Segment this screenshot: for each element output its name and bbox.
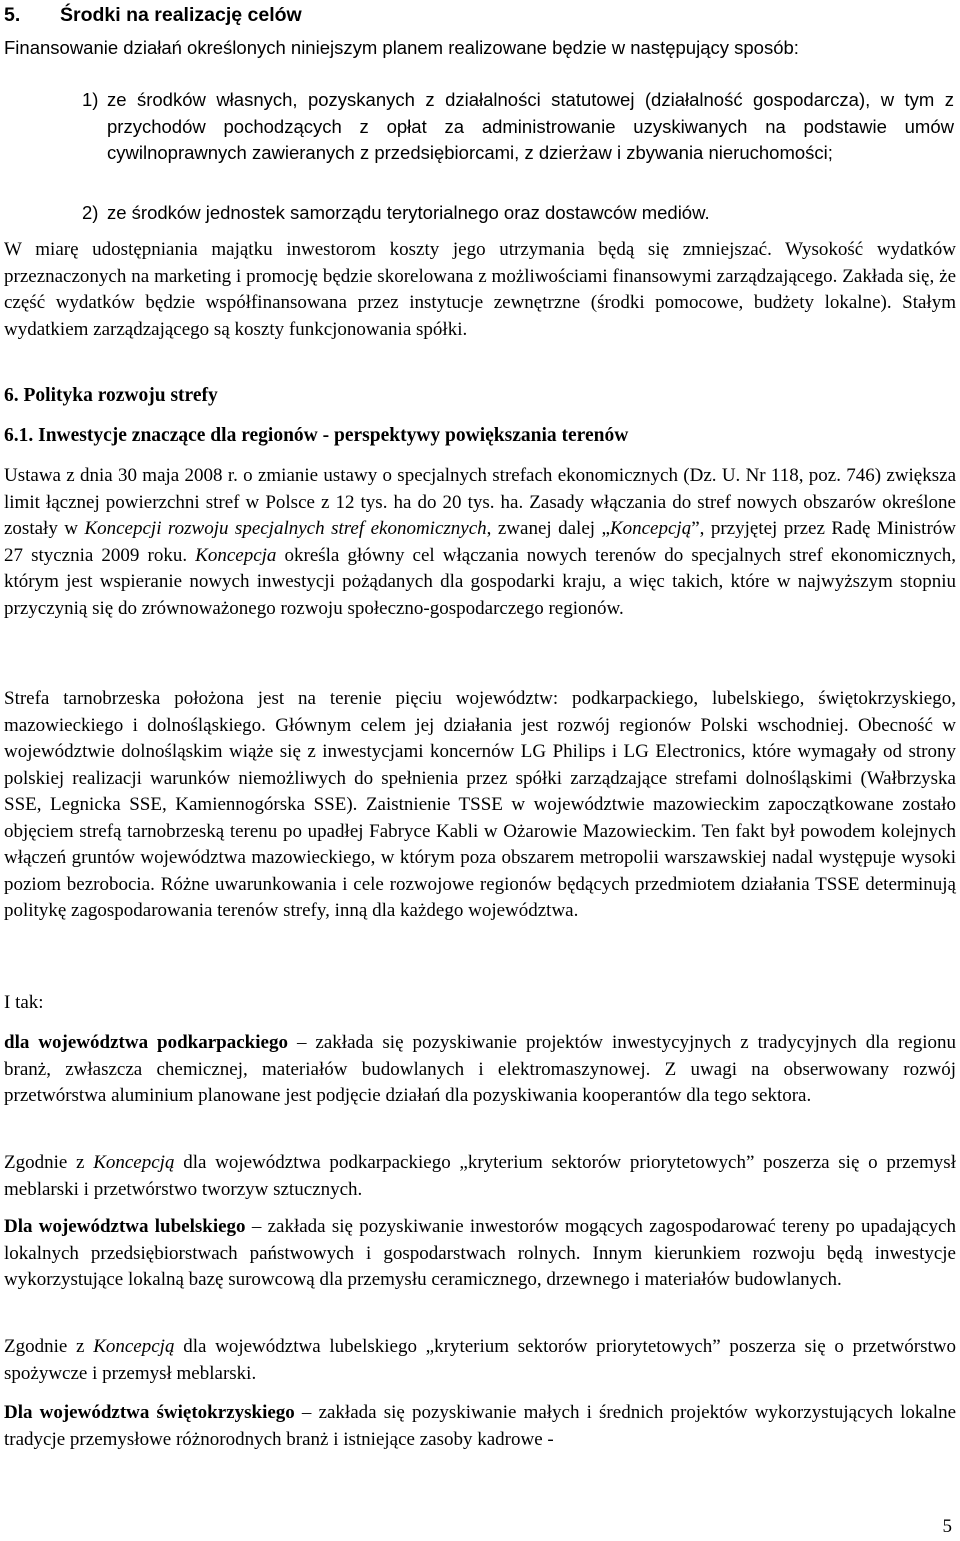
funding-list-item-2: [82, 200, 954, 227]
text-run-italic: Koncepcja: [195, 544, 277, 566]
section-5-number: 5.: [4, 4, 21, 26]
section-6-heading: 6. Polityka rozwoju strefy: [4, 385, 218, 406]
paragraph-swietokrzyskie: [4, 1400, 956, 1453]
text-run: ”, przyjętej przez Radę Ministrów 27 stycznia 2009 roku.: [4, 518, 957, 566]
text-run: dla województwa podkarpackiego „kryterium sektorów priorytetowych” poszerza się o przemysł meblarski i przetwórstwo tworzyw sztucznych.: [4, 1152, 956, 1200]
region-label-lubelskie: Dla województwa lubelskiego: [4, 1216, 246, 1237]
text-run-italic: Koncepcją: [93, 1336, 175, 1357]
text-run: , zwanej dalej „: [486, 518, 610, 539]
region-label-podkarpackie: dla województwa podkarpackiego: [4, 1032, 288, 1053]
text-run: – zakłada się pozyskiwanie inwestorów mogących zagospodarować tereny po upadających lokalnych przedsiębiorstwach państwowych i gospodarstwach rolnych. Innym kierunkiem rozwoju będą inwestycje wykorzystujące lokalną bazę surowcową dla przemysłu ceramicznego, drzewnego i materiałów budowlanych.: [4, 1216, 956, 1290]
text-run: dla województwa lubelskiego „kryterium sektorów priorytetowych” poszerza się o przetwórstwo spożywcze i przemysł meblarski.: [4, 1336, 956, 1384]
text-run-italic: Koncepcją: [93, 1152, 175, 1173]
funding-list-item-1: [82, 87, 954, 167]
section-5-paragraph: W miarę udostępniania majątku inwestorom koszty jego utrzymania będą się zmniejszać. Wysokość wydatków przeznaczonych na marketing i promocję będzie skorelowana z możliwościami finansowymi zarządzającego. Zakłada się, że część wydatków będzie współfinansowana przez instytucje zewnętrzne (środki pomocowe, budżety lokalne). Stałym wydatkiem zarządzającego są koszty funkcjonowania spółki.: [4, 239, 956, 340]
text-run: Zgodnie z: [4, 1152, 94, 1173]
paragraph-podkarpackie: [4, 1030, 956, 1110]
list-item-text: ze środków jednostek samorządu terytorialnego oraz dostawców mediów.: [107, 202, 710, 223]
section-5-title: Środki na realizację celów: [60, 4, 302, 26]
paragraph-ustawa: [4, 463, 956, 622]
paragraph-koncepcja-lubelskie: [4, 1334, 956, 1387]
page-number: 5: [942, 1516, 952, 1537]
text-run: Ustawa z dnia 30 maja 2008 r. o zmianie ustawy o specjalnych strefach ekonomicznych (Dz. U. Nr 118, poz. 746) zwiększa limit łącznej powierzchni stref w Polsce z 12 tys. ha do 20 tys. ha. Zasady włączania do stref nowych obszarów określone zostały w: [4, 465, 956, 539]
list-marker: 1): [82, 89, 99, 110]
paragraph-koncepcja-podkarpackie: [4, 1150, 956, 1203]
text-run: określa główny cel włączania nowych terenów do specjalnych stref ekonomicznych, którym jest wspieranie nowych inwestycji pożądanych dla gospodarki kraju, a więc takich, które w najwyższym stopniu przyczynią się do zrównoważonego rozwoju społeczno-gospodarczego regionów.: [4, 544, 957, 619]
paragraph-lubelskie: [4, 1214, 956, 1294]
text-run: – zakłada się pozyskiwanie małych i średnich projektów wykorzystujących lokalne tradycje przemysłowe różnorodnych branż i istniejące zasoby kadrowe -: [4, 1402, 957, 1450]
paragraph-i-tak: I tak:: [4, 992, 44, 1013]
list-item-text: ze środków własnych, pozyskanych z działalności statutowej (działalność gospodarcza), w tym z przychodów pochodzących z opłat za administrowanie uzyskiwanych na podstawie umów cywilnoprawnych zawieranych z przedsiębiorcami, z dzierżaw i zbywania nieruchomości;: [107, 89, 954, 163]
section-5-heading: [4, 3, 944, 27]
region-label-swietokrzyskie: Dla województwa świętokrzyskiego: [4, 1402, 295, 1423]
text-run-italic: Koncepcją: [609, 518, 692, 539]
section-5-intro: Finansowanie działań określonych niniejszym planem realizowane będzie w następujący sposób:: [4, 37, 799, 58]
text-run: Zgodnie z: [4, 1336, 94, 1357]
paragraph-strefa: Strefa tarnobrzeska położona jest na terenie pięciu województw: podkarpackiego, lubelskiego, świętokrzyskiego, mazowieckiego i dolnośląskiego. Głównym celem jej działania jest rozwój regionów Polski wschodniej. Obecność w województwie dolnośląskim wiąże się z inwestycjami koncernów LG Philips i LG Electronics, które wymagały od strony polskiej realizacji warunków niemożliwych do spełnienia przez spółki zarządzające strefami dolnośląskimi (Wałbrzyska SSE, Legnicka SSE, Kamiennogórska SSE). Zaistnienie TSSE w województwie mazowieckim zapoczątkowane zostało objęciem strefą tarnobrzeską terenu po upadłej Fabryce Kabli w Ożarowie Mazowieckim. Ten fakt był powodem kolejnych włączeń gruntów województwa mazowieckiego, w którym poza obszarem metropolii warszawskiej nadal występuje wysoki poziom bezrobocia. Różne uwarunkowania i cele rozwojowe regionów będących przedmiotem działania TSSE determinują politykę zagospodarowania terenów strefy, inną dla każdego województwa.: [4, 688, 956, 921]
list-marker: 2): [82, 202, 99, 223]
section-6-1-heading: 6.1. Inwestycje znaczące dla regionów - perspektywy powiększania terenów: [4, 425, 629, 446]
text-run-italic: Koncepcji rozwoju specjalnych stref ekonomicznych: [84, 518, 487, 539]
text-run: – zakłada się pozyskiwanie projektów inwestycyjnych z tradycyjnych dla regionu branż, zwłaszcza chemicznej, materiałów budowlanych i elektromaszynowej. Z uwagi na obserwowany rozwój przetwórstwa aluminium planowane jest podjęcie działań dla pozyskiwania kooperantów dla tego sektora.: [4, 1032, 956, 1106]
